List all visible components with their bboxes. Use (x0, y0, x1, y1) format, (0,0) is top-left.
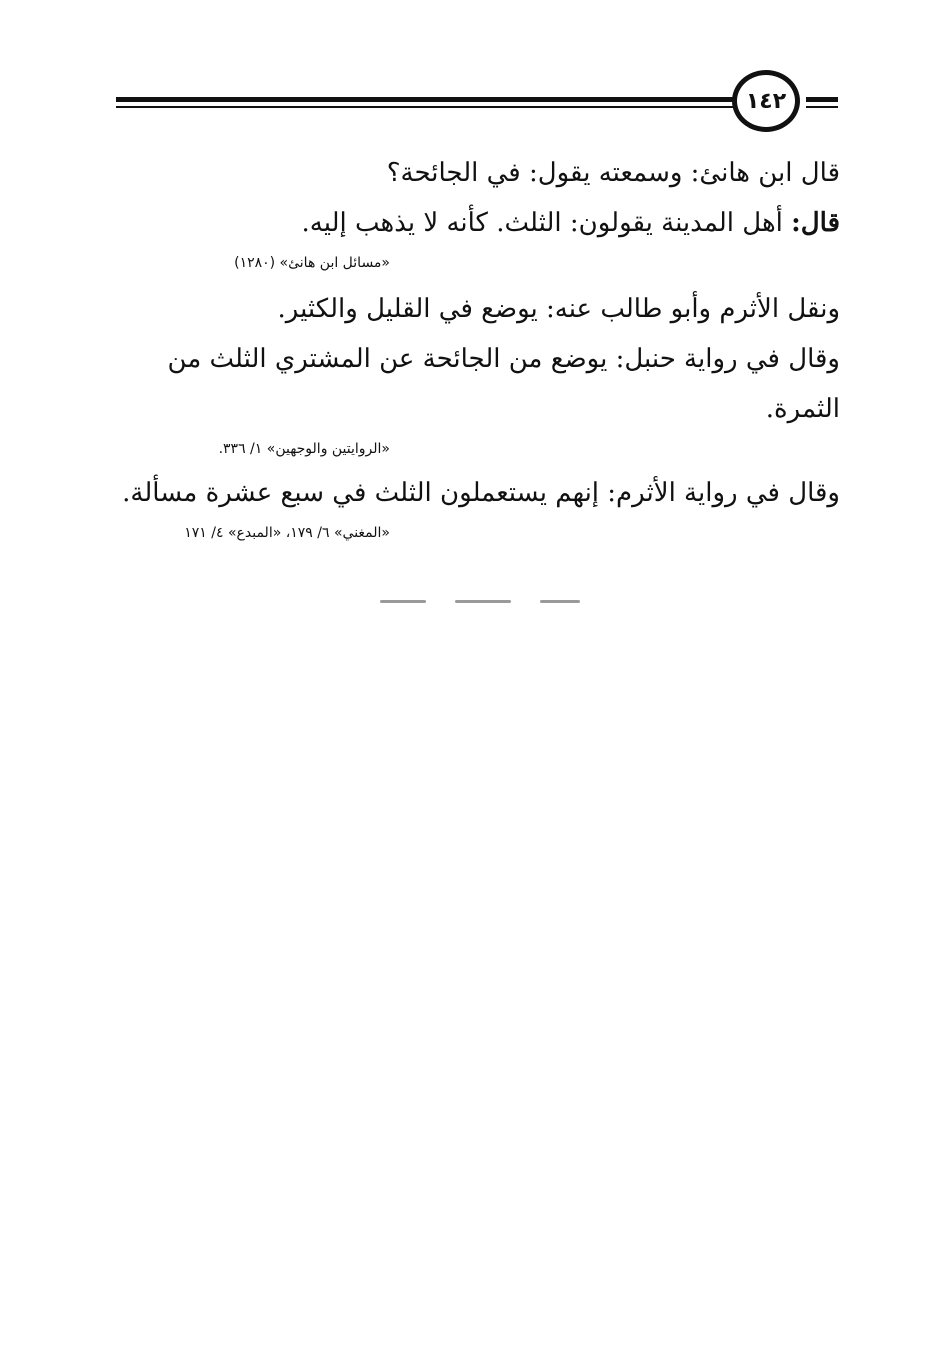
paragraph-5: وقال في رواية الأثرم: إنهم يستعملون الثلث في سبع عشرة مسألة. (122, 478, 840, 508)
ornament-piece-right (540, 600, 580, 603)
page-number: ١٤٢ (745, 88, 787, 114)
header-rule-thick (116, 97, 736, 102)
citation-2: «الروايتين والوجهين» ١/ ٣٣٦. (218, 441, 390, 457)
paragraph-4-line-2: الثمرة. (765, 394, 840, 424)
paragraph-2-text: أهل المدينة يقولون: الثلث. كأنه لا يذهب إليه. (301, 208, 792, 238)
page-number-circle (732, 70, 800, 132)
paragraph-2 (116, 198, 840, 248)
ornament-piece-middle (455, 600, 511, 603)
citation-1: «مسائل ابن هانئ» (١٢٨٠) (234, 255, 390, 271)
speaker-label: قال: (791, 208, 840, 238)
header-rule-thin (116, 106, 736, 108)
ornament-piece-left (380, 600, 426, 603)
paragraph-1: قال ابن هانئ: وسمعته يقول: في الجائحة؟ (386, 158, 840, 188)
page-header (0, 0, 947, 140)
citation-3: «المغني» ٦/ ١٧٩، «المبدع» ٤/ ١٧١ (184, 525, 390, 541)
section-divider-ornament-icon (380, 594, 580, 608)
paragraph-4-line-1: وقال في رواية حنبل: يوضع من الجائحة عن المشتري الثلث من (167, 344, 840, 374)
header-rule-right (806, 97, 838, 102)
header-rule-right-thin (806, 106, 838, 108)
page-body (116, 148, 840, 548)
paragraph-3: ونقل الأثرم وأبو طالب عنه: يوضع في القليل والكثير. (277, 294, 840, 324)
